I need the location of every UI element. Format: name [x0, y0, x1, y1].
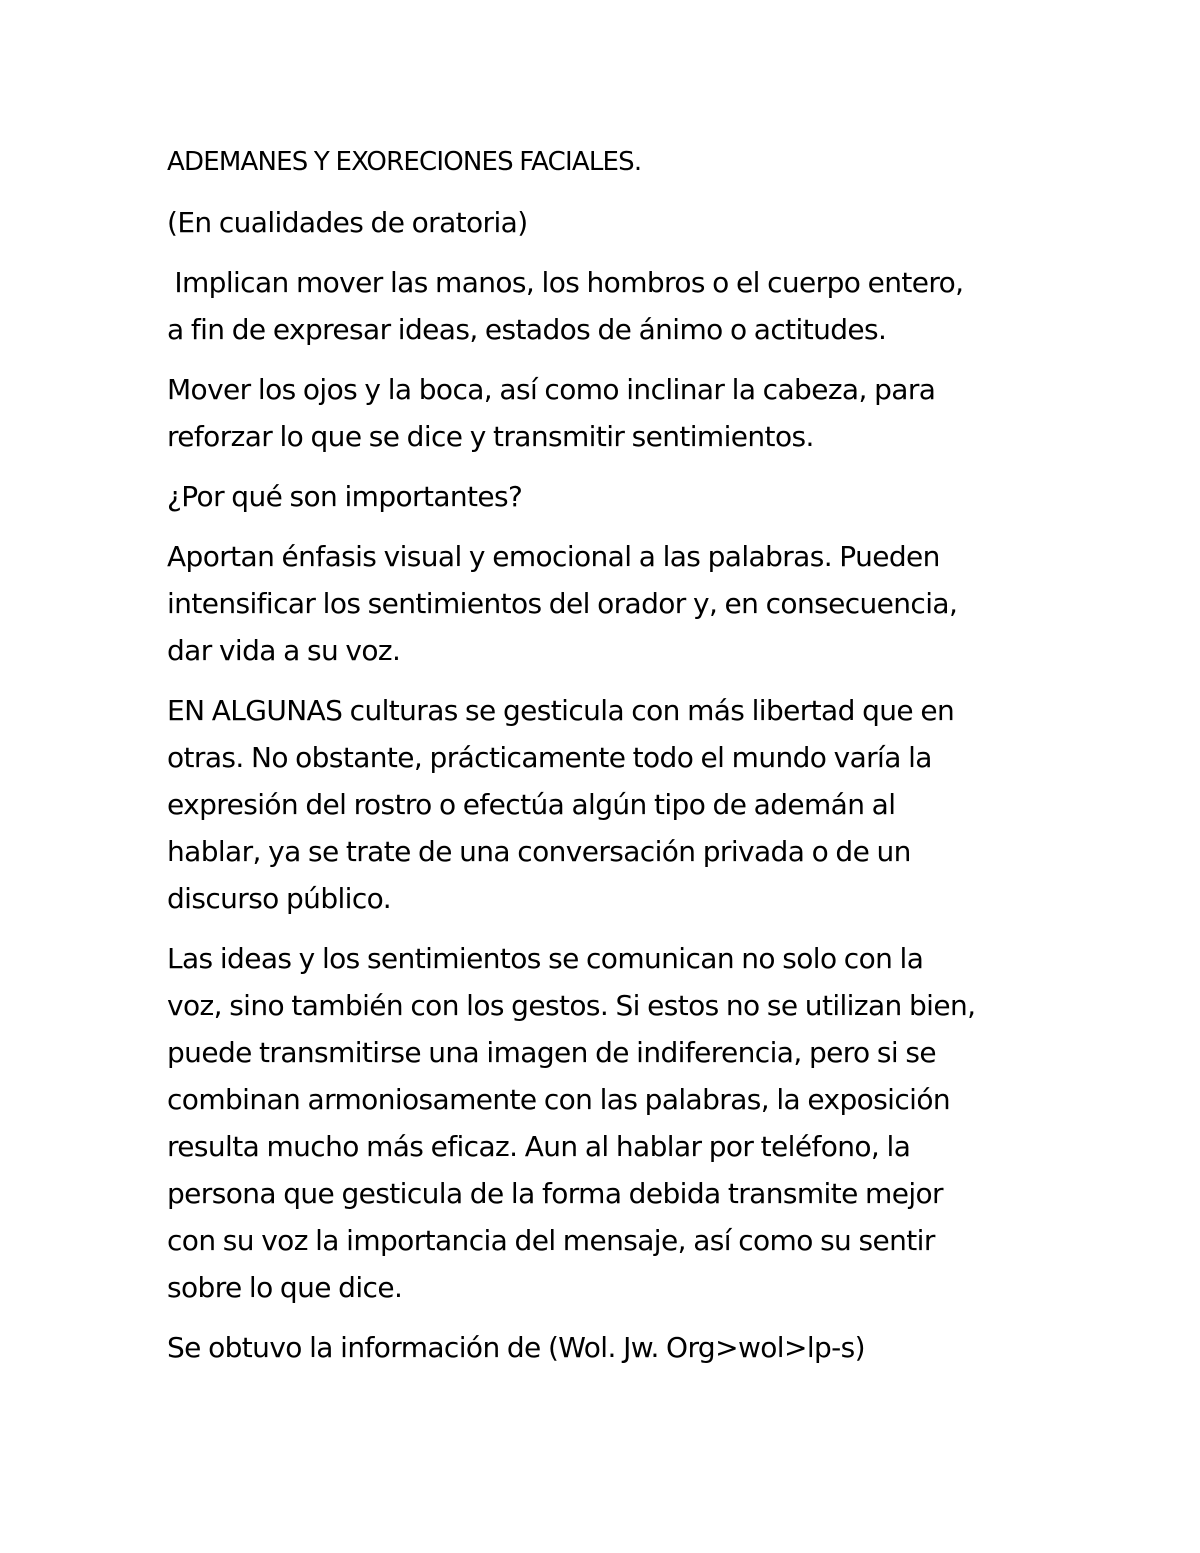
paragraph-line: persona que gesticula de la forma debida transmite mejor: [167, 1177, 943, 1210]
paragraph-line: combinan armoniosamente con las palabras, la exposición: [167, 1083, 951, 1116]
paragraph-line: voz, sino también con los gestos. Si estos no se utilizan bien,: [167, 989, 976, 1022]
paragraph-line: con su voz la importancia del mensaje, así como su sentir: [167, 1224, 935, 1257]
paragraph-line: sobre lo que dice.: [167, 1271, 403, 1304]
paragraph-line: Las ideas y los sentimientos se comunican no solo con la: [167, 942, 924, 975]
paragraph-line: dar vida a su voz.: [167, 634, 401, 667]
paragraph: [167, 935, 1047, 1311]
paragraph: [167, 366, 1047, 460]
paragraph-line: resulta mucho más eficaz. Aun al hablar por teléfono, la: [167, 1130, 911, 1163]
paragraph: [167, 687, 1047, 922]
document-title: ADEMANES Y EXORECIONES FACIALES.: [167, 147, 642, 177]
paragraph: [167, 473, 1047, 520]
paragraph-line: hablar, ya se trate de una conversación privada o de un: [167, 835, 911, 868]
paragraph-line: otras. No obstante, prácticamente todo el mundo varía la: [167, 741, 932, 774]
paragraph-line: Se obtuvo la información de (Wol. Jw. Org>wol>lp-s): [167, 1331, 865, 1364]
paragraph-list: [167, 259, 1047, 1371]
paragraph-line: EN ALGUNAS culturas se gesticula con más libertad que en: [167, 694, 955, 727]
document-subtitle: (En cualidades de oratoria): [167, 206, 528, 239]
paragraph-line: reforzar lo que se dice y transmitir sentimientos.: [167, 420, 814, 453]
paragraph: [167, 533, 1047, 674]
document-body: [167, 139, 1047, 1384]
paragraph: [167, 259, 1047, 353]
paragraph-line: Mover los ojos y la boca, así como inclinar la cabeza, para: [167, 373, 936, 406]
paragraph-line: Implican mover las manos, los hombros o el cuerpo entero,: [167, 266, 964, 299]
paragraph-line: Aportan énfasis visual y emocional a las palabras. Pueden: [167, 540, 940, 573]
paragraph-line: expresión del rostro o efectúa algún tipo de ademán al: [167, 788, 896, 821]
paragraph: [167, 1324, 1047, 1371]
paragraph-line: puede transmitirse una imagen de indiferencia, pero si se: [167, 1036, 936, 1069]
paragraph-line: ¿Por qué son importantes?: [167, 480, 523, 513]
paragraph-line: a fin de expresar ideas, estados de ánimo o actitudes.: [167, 313, 887, 346]
paragraph-line: intensificar los sentimientos del orador y, en consecuencia,: [167, 587, 958, 620]
paragraph-line: discurso público.: [167, 882, 391, 915]
